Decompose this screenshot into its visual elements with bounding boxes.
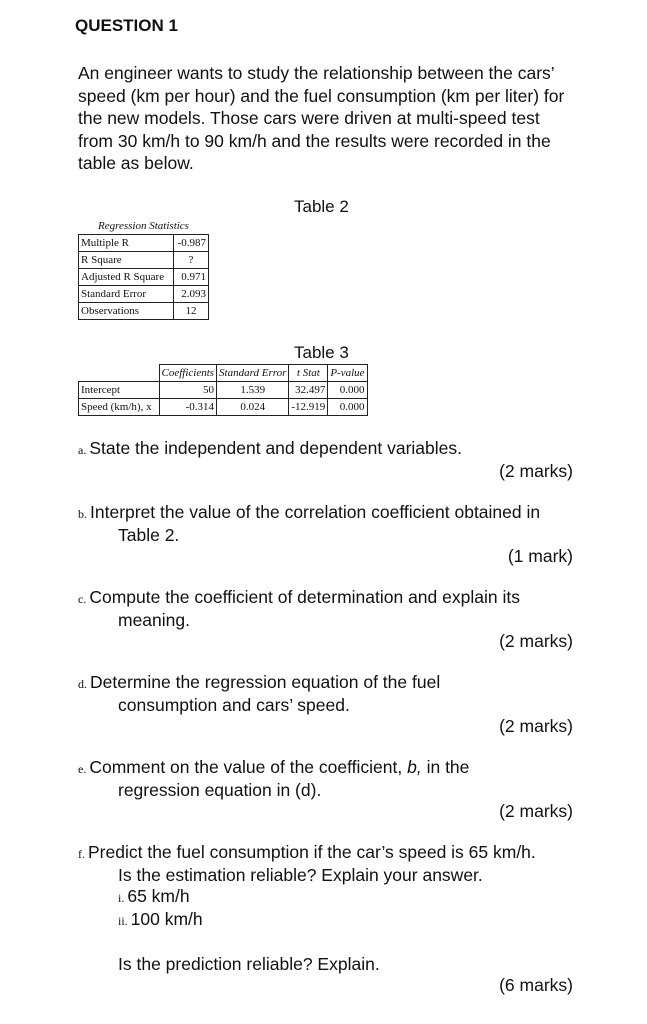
table-row xyxy=(79,399,368,416)
question-text-cont: meaning. xyxy=(118,610,190,630)
table-row xyxy=(79,235,209,252)
table-row xyxy=(79,286,209,303)
question-f xyxy=(78,842,573,996)
sub-label: i. xyxy=(118,891,125,905)
marks: (2 marks) xyxy=(499,716,573,736)
question-text-cont: Table 2. xyxy=(118,525,180,545)
regression-statistics-table xyxy=(78,218,209,320)
table-row xyxy=(79,382,368,399)
question-label: c. xyxy=(78,592,87,606)
table-row xyxy=(79,303,209,320)
sub-question-ii xyxy=(78,909,573,932)
marks: (2 marks) xyxy=(499,461,573,481)
question-text-cont: Is the prediction reliable? Explain. xyxy=(118,954,380,974)
table2-label: Observations xyxy=(79,303,174,320)
table3-header: Standard Error xyxy=(217,365,289,382)
question-label: a. xyxy=(78,443,87,457)
marks: (1 mark) xyxy=(507,546,573,566)
table3-caption: Table 3 xyxy=(294,343,349,362)
question-text: Interpret the value of the correlation coefficient obtained in xyxy=(90,502,541,522)
table2-value: 12 xyxy=(174,303,209,320)
table2-label: Adjusted R Square xyxy=(79,269,174,286)
question-d xyxy=(78,672,573,737)
question-text-cont: consumption and cars’ speed. xyxy=(118,695,350,715)
question-text: State the independent and dependent variables. xyxy=(89,438,462,458)
coefficients-table xyxy=(78,364,368,416)
question-c xyxy=(78,587,573,652)
table3-cell: 1.539 xyxy=(217,382,289,399)
marks: (2 marks) xyxy=(499,801,573,821)
table3-label: Intercept xyxy=(79,382,160,399)
table3-cell: -12.919 xyxy=(289,399,328,416)
question-text-cont: Is the estimation reliable? Explain your answer. xyxy=(118,865,483,885)
table2-header: Regression Statistics xyxy=(79,218,209,235)
coefficient-variable: b, xyxy=(407,757,422,777)
table3-cell: 32.497 xyxy=(289,382,328,399)
marks: (6 marks) xyxy=(499,975,573,995)
table-row xyxy=(79,252,209,269)
sub-text: 65 km/h xyxy=(127,886,190,906)
question-a xyxy=(78,438,573,482)
intro-paragraph: An engineer wants to study the relationship between the cars’ speed (km per hour) and the fuel consumption (km per liter) for the new models. Those cars were driven at multi-speed test from 30 km/h to 90 km/h and the results were recorded in the table as below. xyxy=(78,63,565,173)
question-text: in the xyxy=(421,757,470,777)
question-text: Predict the fuel consumption if the car’s speed is 65 km/h. xyxy=(88,842,536,862)
table2-caption: Table 2 xyxy=(294,197,349,216)
question-text-cont: regression equation in (d). xyxy=(118,780,322,800)
question-label: d. xyxy=(78,677,87,691)
table2-label: Standard Error xyxy=(79,286,174,303)
sub-question-i xyxy=(78,886,573,909)
table3-header: t Stat xyxy=(289,365,328,382)
table3-label: Speed (km/h), x xyxy=(79,399,160,416)
table2-value: 0.971 xyxy=(174,269,209,286)
question-e xyxy=(78,757,573,822)
table3-header: P-value xyxy=(328,365,367,382)
table2-value: ? xyxy=(174,252,209,269)
table3-cell: -0.314 xyxy=(159,399,217,416)
table2-label: Multiple R xyxy=(79,235,174,252)
question-label: e. xyxy=(78,762,87,776)
question-label: f. xyxy=(78,847,85,861)
sub-text: 100 km/h xyxy=(130,909,203,929)
question-b xyxy=(78,502,573,567)
table2-value: -0.987 xyxy=(174,235,209,252)
table3-cell: 0.000 xyxy=(328,382,367,399)
question-text: Comment on the value of the coefficient, xyxy=(89,757,408,777)
table3-cell: 50 xyxy=(159,382,217,399)
table3-cell: 0.024 xyxy=(217,399,289,416)
question-text: Determine the regression equation of the fuel xyxy=(90,672,441,692)
marks: (2 marks) xyxy=(499,631,573,651)
table2-value: 2.093 xyxy=(174,286,209,303)
question-heading: QUESTION 1 xyxy=(75,16,178,35)
table3-cell: 0.000 xyxy=(328,399,367,416)
sub-label: ii. xyxy=(118,914,128,928)
question-label: b. xyxy=(78,507,87,521)
table3-header: Coefficients xyxy=(159,365,217,382)
table2-label: R Square xyxy=(79,252,174,269)
question-text: Compute the coefficient of determination and explain its xyxy=(89,587,520,607)
table-row xyxy=(79,269,209,286)
